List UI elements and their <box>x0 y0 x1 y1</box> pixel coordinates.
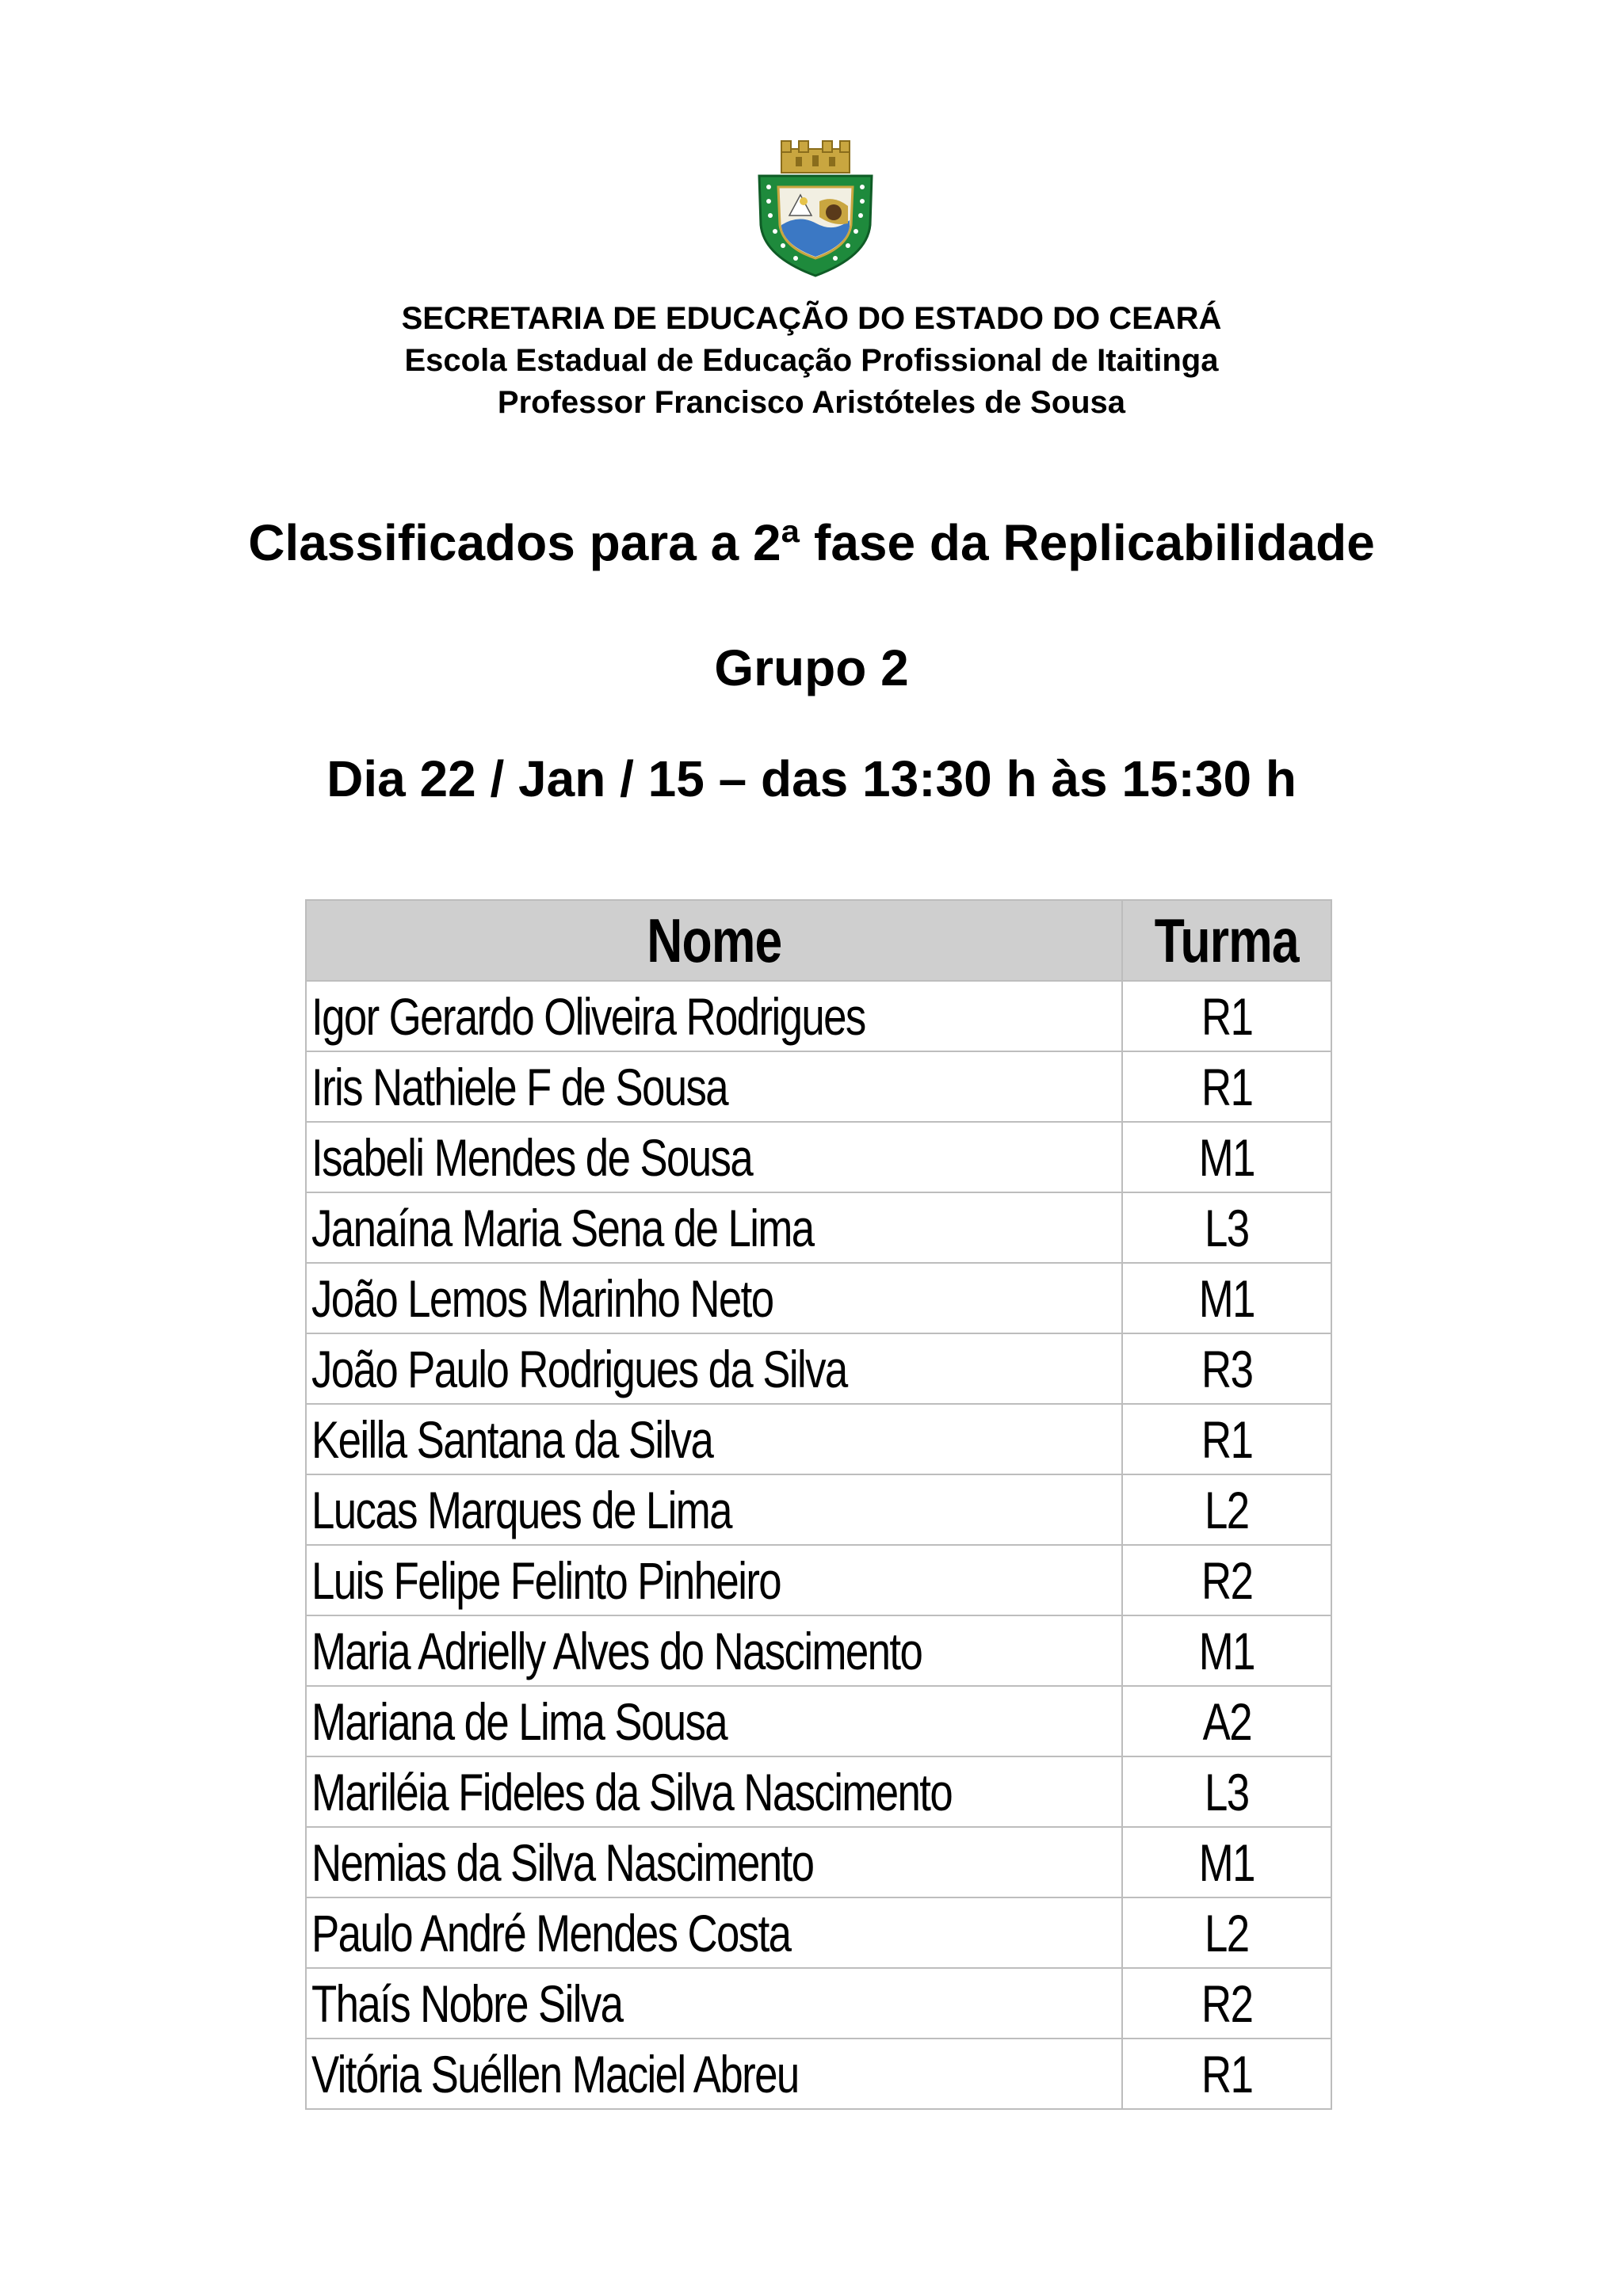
student-name: Mariana de Lima Sousa <box>311 1691 727 1751</box>
student-class: R3 <box>1201 1339 1253 1398</box>
student-class-cell <box>1122 1545 1331 1615</box>
column-header-turma <box>1122 900 1331 981</box>
table-row <box>306 1122 1331 1192</box>
student-name-cell <box>306 1051 1122 1122</box>
student-class-cell <box>1122 1968 1331 2039</box>
state-crest-icon <box>751 138 880 279</box>
student-class-cell <box>1122 1474 1331 1545</box>
student-class: L2 <box>1205 1480 1249 1539</box>
student-class-cell <box>1122 1192 1331 1263</box>
column-header-nome <box>306 900 1122 981</box>
table-row <box>306 1051 1331 1122</box>
page-title: Classificados para a 2ª fase da Replicabilidade <box>248 514 1375 571</box>
student-name-cell <box>306 1968 1122 2039</box>
table-row <box>306 1192 1331 1263</box>
student-name: Keilla Santana da Silva <box>311 1409 713 1469</box>
student-class: R1 <box>1201 986 1253 1046</box>
student-class: A2 <box>1202 1691 1251 1751</box>
student-name-cell <box>306 1615 1122 1686</box>
student-name-cell <box>306 1263 1122 1333</box>
student-name: Vitória Suéllen Maciel Abreu <box>311 2044 799 2103</box>
student-name: Igor Gerardo Oliveira Rodrigues <box>311 986 865 1046</box>
student-name: Nemias da Silva Nascimento <box>311 1833 814 1892</box>
table-row <box>306 981 1331 1051</box>
student-class: R1 <box>1201 2044 1253 2103</box>
table-row <box>306 1968 1331 2039</box>
student-name-cell <box>306 1756 1122 1827</box>
student-name: Mariléia Fideles da Silva Nascimento <box>311 1762 953 1821</box>
student-name: Iris Nathiele F de Sousa <box>311 1057 728 1116</box>
student-name: João Paulo Rodrigues da Silva <box>311 1339 847 1398</box>
table-row <box>306 1474 1331 1545</box>
group-title: Grupo 2 <box>714 639 909 696</box>
student-class-cell <box>1122 1122 1331 1192</box>
student-class-cell <box>1122 981 1331 1051</box>
student-name: João Lemos Marinho Neto <box>311 1268 773 1328</box>
student-name: Luis Felipe Felinto Pinheiro <box>311 1550 781 1610</box>
schedule-line: Dia 22 / Jan / 15 – das 13:30 h às 15:30 h <box>327 750 1296 807</box>
student-name-cell <box>306 1474 1122 1545</box>
student-class-cell <box>1122 1615 1331 1686</box>
student-class-cell <box>1122 1756 1331 1827</box>
table-row <box>306 1827 1331 1897</box>
student-name: Lucas Marques de Lima <box>311 1480 731 1539</box>
student-name-cell <box>306 1686 1122 1756</box>
school-patron-name: Professor Francisco Aristóteles de Sousa <box>497 385 1126 420</box>
student-name-cell <box>306 1545 1122 1615</box>
student-name-cell <box>306 2039 1122 2109</box>
student-name: Paulo André Mendes Costa <box>311 1903 791 1962</box>
student-class-cell <box>1122 1686 1331 1756</box>
table-row <box>306 1897 1331 1968</box>
student-class-cell <box>1122 1051 1331 1122</box>
column-header-nome-label: Nome <box>646 905 782 975</box>
classified-table <box>305 899 1331 2110</box>
table-row <box>306 1545 1331 1615</box>
student-class-cell <box>1122 1827 1331 1897</box>
student-name-cell <box>306 1122 1122 1192</box>
student-name: Maria Adrielly Alves do Nascimento <box>311 1621 922 1680</box>
student-name-cell <box>306 1333 1122 1404</box>
student-name: Thaís Nobre Silva <box>311 1974 623 2033</box>
table-row <box>306 1333 1331 1404</box>
school-name: Escola Estadual de Educação Profissional de Itaitinga <box>404 343 1219 378</box>
student-name-cell <box>306 1192 1122 1263</box>
table-row <box>306 1263 1331 1333</box>
student-class: R1 <box>1201 1057 1253 1116</box>
table-row <box>306 1615 1331 1686</box>
student-class: L2 <box>1205 1903 1249 1962</box>
column-header-turma-label: Turma <box>1154 905 1300 975</box>
table-row <box>306 1404 1331 1474</box>
student-name-cell <box>306 1404 1122 1474</box>
student-name-cell <box>306 1897 1122 1968</box>
student-class-cell <box>1122 1263 1331 1333</box>
student-class-cell <box>1122 1404 1331 1474</box>
student-name-cell <box>306 1827 1122 1897</box>
table-row <box>306 2039 1331 2109</box>
student-name: Isabeli Mendes de Sousa <box>311 1127 753 1187</box>
student-class: L3 <box>1205 1198 1249 1257</box>
student-class-cell <box>1122 2039 1331 2109</box>
table-row <box>306 1686 1331 1756</box>
student-class: R1 <box>1201 1409 1253 1469</box>
secretaria-header: SECRETARIA DE EDUCAÇÃO DO ESTADO DO CEARÁ <box>401 301 1222 336</box>
student-class: L3 <box>1205 1762 1249 1821</box>
student-name: Janaína Maria Sena de Lima <box>311 1198 814 1257</box>
student-class-cell <box>1122 1897 1331 1968</box>
student-class: R2 <box>1201 1550 1253 1610</box>
student-class: R2 <box>1201 1974 1253 2033</box>
student-class: M1 <box>1198 1127 1255 1187</box>
student-class-cell <box>1122 1333 1331 1404</box>
table-header-row <box>306 900 1331 981</box>
student-class: M1 <box>1198 1268 1255 1328</box>
table-row <box>306 1756 1331 1827</box>
student-class: M1 <box>1198 1833 1255 1892</box>
student-name-cell <box>306 981 1122 1051</box>
student-class: M1 <box>1198 1621 1255 1680</box>
